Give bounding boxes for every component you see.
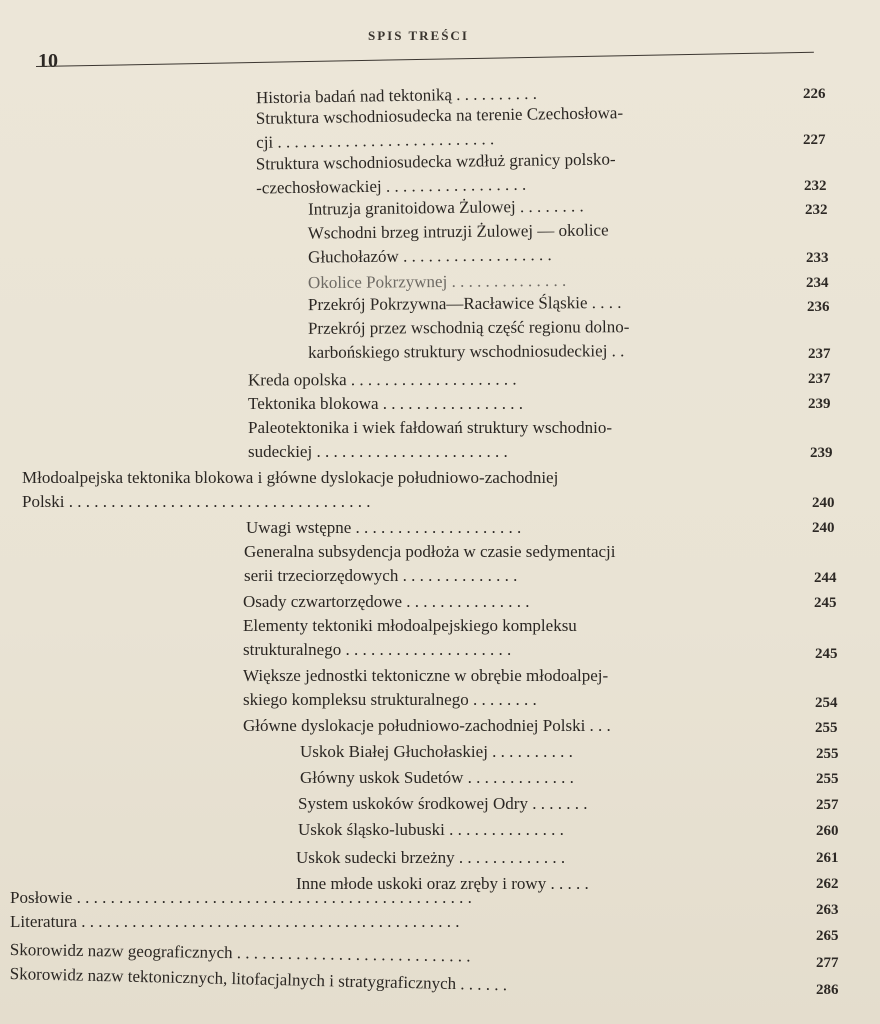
toc-entry-title: Elementy tektoniki młodoalpejskiego kompleksu — [243, 616, 577, 635]
toc-page-number: 244 — [814, 570, 837, 586]
toc-entry[interactable] — [256, 147, 616, 200]
toc-entry-title-continued: sudeckiej . . . . . . . . . . . . . . . . . . . . . . . — [248, 442, 508, 461]
toc-entry[interactable] — [248, 416, 612, 464]
toc-entry-title: Inne młode uskoki oraz zręby i rowy . . . . . — [296, 874, 589, 893]
toc-page-number: 245 — [815, 646, 838, 662]
toc-entry[interactable] — [308, 194, 584, 221]
toc-entry-title: Główne dyslokacje południowo-zachodniej Polski . . . — [243, 716, 611, 735]
toc-page-number: 286 — [816, 982, 839, 998]
toc-page-number: 237 — [808, 346, 831, 362]
toc-page-number: 265 — [816, 928, 839, 944]
toc-page-number: 239 — [808, 396, 831, 412]
toc-entry-title-continued: cji . . . . . . . . . . . . . . . . . . . . . . . . . . — [256, 129, 495, 152]
toc-entry[interactable] — [248, 368, 517, 393]
toc-page-number: 233 — [806, 250, 829, 266]
toc-page-number: 255 — [816, 746, 839, 762]
toc-entry[interactable] — [22, 466, 558, 514]
toc-entry-title-continued: -czechosłowackiej . . . . . . . . . . . . . . . . . — [256, 174, 527, 198]
toc-entry[interactable] — [243, 664, 608, 712]
toc-entry-title-continued: Polski . . . . . . . . . . . . . . . . . . . . . . . . . . . . . . . . . . . . — [22, 492, 371, 511]
toc-page-number: 277 — [816, 955, 839, 971]
toc-entry-title: Historia badań nad tektoniką . . . . . . . . . . — [255, 83, 538, 108]
toc-page-number: 255 — [815, 720, 838, 736]
toc-entry-title: Osady czwartorzędowe . . . . . . . . . . . . . . . — [243, 592, 530, 611]
toc-entry[interactable] — [244, 540, 616, 588]
toc-entry-title: Posłowie . . . . . . . . . . . . . . . . . . . . . . . . . . . . . . . . . . . . . . . . . . . . . . . — [10, 888, 472, 907]
toc-page-number: 254 — [815, 695, 838, 711]
toc-entry-title: Tektonika blokowa . . . . . . . . . . . . . . . . . — [248, 394, 524, 413]
toc-entry-title: Przekrój Pokrzywna—Racławice Śląskie . . . . — [307, 292, 622, 315]
toc-page-number: 237 — [808, 371, 831, 387]
toc-entry[interactable] — [246, 516, 521, 540]
toc-entry-title: Paleotektonika i wiek fałdowań struktury wschodnio- — [248, 418, 613, 437]
toc-entry[interactable] — [10, 886, 472, 910]
toc-entry[interactable] — [243, 614, 577, 662]
toc-page-number: 239 — [810, 445, 833, 461]
toc-page-number: 226 — [803, 86, 826, 102]
toc-entry[interactable] — [256, 101, 624, 155]
toc-entry[interactable] — [308, 218, 609, 269]
page-number: 10 — [38, 50, 58, 72]
toc-page-number: 257 — [816, 797, 839, 813]
toc-page-number: 240 — [812, 520, 835, 536]
toc-page-number: 232 — [804, 178, 827, 194]
toc-entry-title: Generalna subsydencja podłoża w czasie sedymentacji — [244, 542, 616, 561]
toc-page-number: 260 — [816, 823, 839, 839]
toc-entry-title: Intruzja granitoidowa Żulowej . . . . . . . . — [307, 196, 584, 219]
toc-page-number: 240 — [812, 495, 835, 511]
toc-entry-title: Uskok sudecki brzeżny . . . . . . . . . . . . . — [296, 848, 566, 867]
toc-entry-title-continued: Głuchołazów . . . . . . . . . . . . . . . . . . — [308, 245, 552, 267]
toc-entry[interactable] — [308, 315, 630, 365]
toc-entry-title: Główny uskok Sudetów . . . . . . . . . . . . . — [300, 768, 574, 787]
toc-entry-title: Wschodni brzeg intruzji Żulowej — okolice — [307, 220, 609, 243]
toc-entry-title: Struktura wschodniosudecka wzdłuż granicy polsko- — [255, 149, 616, 174]
toc-entry[interactable] — [296, 846, 565, 870]
toc-entry-title: System uskoków środkowej Odry . . . . . . . — [298, 794, 588, 813]
toc-entry-title: Skorowidz nazw tektonicznych, litofacjalnych i stratygraficznych . . . . . . — [9, 963, 508, 995]
toc-entry[interactable] — [308, 291, 622, 317]
toc-entry-title: Uskok śląsko-lubuski . . . . . . . . . . . . . . — [298, 820, 564, 839]
toc-page-number: 262 — [816, 876, 839, 892]
toc-entry-title: Struktura wschodniosudecka na terenie Czechosłowa- — [255, 103, 624, 128]
toc-page-number: 245 — [814, 595, 837, 611]
toc-entry[interactable] — [300, 740, 573, 764]
running-header-title: SPIS TREŚCI — [368, 28, 469, 43]
toc-entry[interactable] — [298, 818, 564, 842]
toc-entry-title-continued: serii trzeciorzędowych . . . . . . . . . . . . . . — [244, 566, 518, 585]
toc-entry[interactable] — [243, 590, 530, 614]
toc-entry-title-continued: karbońskiego struktury wschodniosudeckiej . . — [308, 341, 625, 362]
toc-entry-title: Uskok Białej Głuchołaskiej . . . . . . . . . . — [300, 742, 573, 761]
toc-entry[interactable] — [298, 792, 587, 816]
toc-entry-title: Przekrój przez wschodnią część regionu dolno- — [307, 317, 630, 338]
toc-entry-title: Okolice Pokrzywnej . . . . . . . . . . . . . . — [307, 270, 567, 293]
toc-entry-title-continued: skiego kompleksu strukturalnego . . . . . . . . — [243, 690, 537, 709]
toc-entry-title: Młodoalpejska tektonika blokowa i główne dyslokacje południowo-zachodniej — [22, 468, 559, 487]
toc-entry[interactable] — [248, 392, 523, 416]
toc-page-number: 255 — [816, 771, 839, 787]
toc-entry[interactable] — [10, 910, 460, 934]
toc-entry-title: Skorowidz nazw geograficznych . . . . . . . . . . . . . . . . . . . . . . . . . . . . — [9, 939, 471, 966]
toc-page-number: 261 — [816, 850, 839, 866]
toc-page-number: 232 — [805, 202, 828, 218]
toc-entry-title: Uwagi wstępne . . . . . . . . . . . . . . . . . . . . — [246, 518, 522, 537]
toc-page-number: 236 — [807, 299, 830, 315]
toc-entry-title: Literatura . . . . . . . . . . . . . . . . . . . . . . . . . . . . . . . . . . . . . . . . . . . . . — [10, 912, 460, 931]
toc-page-number: 227 — [803, 132, 826, 148]
toc-entry-title: Kreda opolska . . . . . . . . . . . . . . . . . . . . — [247, 369, 517, 390]
toc-entry[interactable] — [243, 714, 611, 738]
toc-entry-title: Większe jednostki tektoniczne w obrębie młodoalpej- — [243, 666, 609, 685]
toc-entry-title-continued: strukturalnego . . . . . . . . . . . . . . . . . . . . — [243, 640, 512, 659]
toc-entry[interactable] — [300, 766, 574, 790]
toc-page-number: 263 — [816, 902, 839, 918]
toc-page-number: 234 — [806, 275, 829, 291]
